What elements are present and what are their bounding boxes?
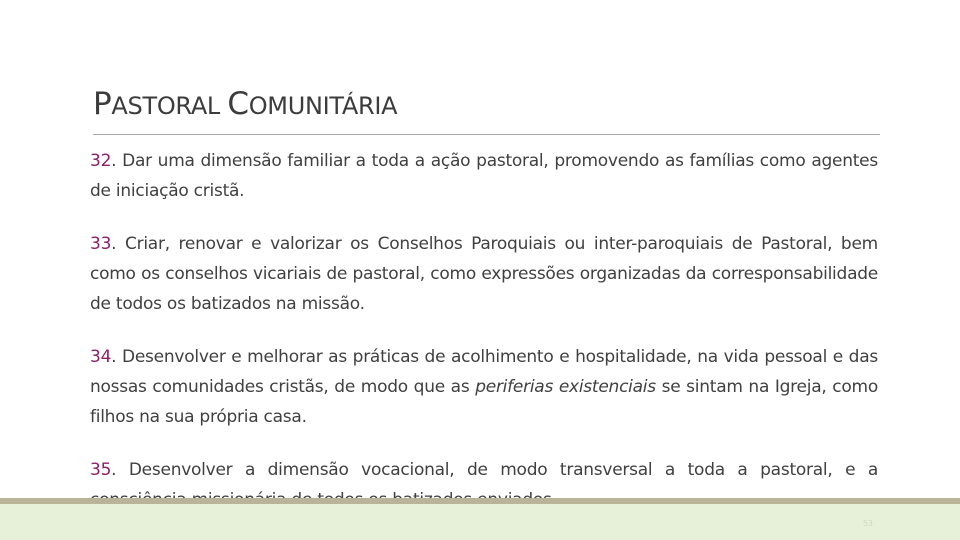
footer-band — [0, 504, 960, 540]
content-body — [90, 146, 878, 538]
paragraph-number: 34 — [90, 347, 112, 367]
paragraph-32 — [90, 146, 878, 206]
paragraph-33 — [90, 229, 878, 319]
paragraph-emphasis: periferias existenciais — [475, 377, 656, 397]
title-initial: P — [93, 86, 112, 122]
page-number: 53 — [862, 519, 873, 528]
paragraph-number: 32 — [90, 151, 112, 171]
page-title — [93, 84, 397, 122]
title-text: ASTORAL — [111, 92, 228, 120]
paragraph-number: 33 — [90, 234, 112, 254]
title-text: OMUNITÁRIA — [248, 92, 398, 120]
paragraph-34 — [90, 342, 878, 432]
paragraph-text: . Criar, renovar e valorizar os Conselhos Paroquiais ou inter-paroquiais de Pastoral, bem como os conselhos vicariais de pastoral, como expressões organizadas da corresponsabilidade de todos os batizados na missão. — [90, 234, 878, 314]
paragraph-number: 35 — [90, 460, 112, 480]
title-initial: C — [227, 86, 249, 122]
paragraph-text: . Desenvolver a dimensão vocacional, de modo transversal a toda a pastoral, e a — [111, 460, 878, 480]
paragraph-text: . Dar uma dimensão familiar a toda a ação pastoral, promovendo as famílias como agentes de iniciação cristã. — [90, 151, 878, 201]
title-divider — [93, 134, 880, 135]
paragraph-text: . Desenvolver e melhorar as práticas de acolhimento e hospitalidade, na vida pessoal e das nossas comunidades cristãs, de modo que as — [90, 347, 878, 397]
paragraph-text: se sintam na Igreja, como filhos na sua própria casa. — [90, 377, 878, 427]
